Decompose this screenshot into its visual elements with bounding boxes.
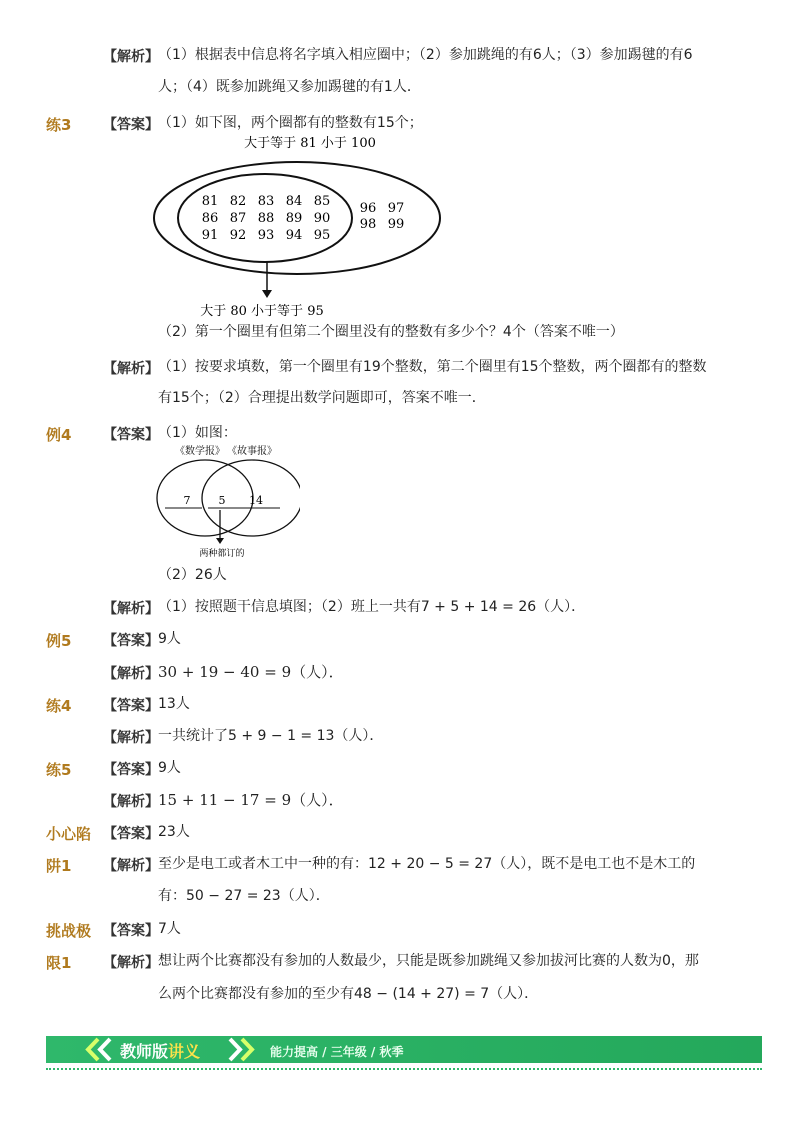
answer-line: （1）如图： xyxy=(158,425,237,441)
double-chevron-left-icon xyxy=(80,1036,120,1063)
inner-number: 86 xyxy=(201,211,219,226)
inner-number: 85 xyxy=(313,194,331,209)
problem-label: 练4 xyxy=(46,697,72,715)
double-chevron-right-icon xyxy=(222,1036,262,1063)
left-set-title: 《数学报》 xyxy=(175,446,225,457)
analysis-tag: 【解析】 xyxy=(103,858,159,874)
left-only-value: 7 xyxy=(183,494,191,507)
answer-tag: 【答案】 xyxy=(103,923,159,939)
venn-diagram-newspapers xyxy=(150,440,300,565)
venn-bottom-label: 大于 80 小于等于 95 xyxy=(200,304,324,319)
right-only-value: 14 xyxy=(249,494,263,507)
answer-tag: 【答案】 xyxy=(103,427,159,443)
problem-label-cont: 阱1 xyxy=(46,857,72,875)
answer-line: 23人 xyxy=(158,824,190,840)
answer-line: 13人 xyxy=(158,696,190,712)
analysis-line: 有15个；（2）合理提出数学问题即可，答案不唯一． xyxy=(158,390,486,406)
footer-title xyxy=(120,1039,200,1062)
analysis-line: （1）按照题干信息填图；（2）班上一共有7 + 5 + 14 = 26（人）． xyxy=(158,599,586,615)
footer-course-info: 能力提高 / 三年级 / 秋季 xyxy=(270,1045,404,1059)
answer-tag: 【答案】 xyxy=(103,826,159,842)
answer-line: 7人 xyxy=(158,921,181,937)
analysis-tag: 【解析】 xyxy=(103,49,159,65)
arrow-head-icon xyxy=(262,290,272,298)
problem-label-cont: 限1 xyxy=(46,954,72,972)
problem-label: 练5 xyxy=(46,761,72,779)
answer-line: 9人 xyxy=(158,760,181,776)
analysis-tag: 【解析】 xyxy=(103,601,159,617)
problem-label: 练3 xyxy=(46,116,72,134)
problem-label: 挑战极 xyxy=(46,922,92,940)
analysis-line: 一共统计了5 + 9 − 1 = 13（人）． xyxy=(158,728,384,744)
inner-number: 88 xyxy=(257,211,275,226)
inner-number: 91 xyxy=(201,228,219,243)
answer-tag: 【答案】 xyxy=(103,633,159,649)
problem-label: 例5 xyxy=(46,632,72,650)
analysis-tag: 【解析】 xyxy=(103,666,159,682)
answer-tag: 【答案】 xyxy=(103,762,159,778)
arrow-head-icon xyxy=(216,538,224,544)
analysis-tag: 【解析】 xyxy=(103,730,159,746)
both-value: 5 xyxy=(218,494,226,507)
footer-title-highlight: 讲义 xyxy=(168,1042,201,1061)
both-label: 两种都订的 xyxy=(199,549,245,559)
answer-line: （2）第一个圈里有但第二个圈里没有的整数有多少个？4个（答案不唯一） xyxy=(158,324,624,340)
inner-number: 82 xyxy=(229,194,247,209)
venn-top-label: 大于等于 81 小于 100 xyxy=(244,136,376,151)
analysis-tag: 【解析】 xyxy=(103,361,159,377)
answer-line: （2）26人 xyxy=(158,567,227,583)
analysis-line: 想让两个比赛都没有参加的人数最少，只能是既参加跳绳又参加拔河比赛的人数为0，那 xyxy=(158,953,699,969)
analysis-line: 人；（4）既参加跳绳又参加踢毽的有1人． xyxy=(158,79,421,95)
inner-number: 92 xyxy=(229,228,247,243)
analysis-line: 么两个比赛都没有参加的至少有48 − (14 + 27) = 7（人）． xyxy=(158,986,539,1002)
analysis-line: 有：50 − 27 = 23（人）． xyxy=(158,888,330,904)
footer-dotted-divider xyxy=(46,1068,762,1070)
problem-label: 例4 xyxy=(46,426,72,444)
answer-tag: 【答案】 xyxy=(103,698,159,714)
venn-diagram-numbers xyxy=(150,130,450,320)
inner-number: 87 xyxy=(229,211,247,226)
inner-number: 89 xyxy=(285,211,303,226)
inner-number: 84 xyxy=(285,194,303,209)
analysis-line: （1）根据表中信息将名字填入相应圈中；（2）参加跳绳的有6人；（3）参加踢毽的有6 xyxy=(158,47,693,63)
inner-number: 93 xyxy=(257,228,275,243)
outer-number: 99 xyxy=(387,217,405,232)
footer-title-main: 教师版 xyxy=(120,1042,169,1061)
analysis-tag: 【解析】 xyxy=(103,794,159,810)
analysis-line: 15 + 11 − 17 = 9（人）． xyxy=(158,791,344,809)
analysis-line: 30 + 19 − 40 = 9（人）． xyxy=(158,663,344,681)
answer-line: （1）如下图，两个圈都有的整数有15个； xyxy=(158,115,423,131)
outer-number: 96 xyxy=(359,201,377,216)
inner-number: 90 xyxy=(313,211,331,226)
inner-number: 95 xyxy=(313,228,331,243)
analysis-line: 至少是电工或者木工中一种的有：12 + 20 − 5 = 27（人），既不是电工也不是木工的 xyxy=(158,856,696,872)
problem-label: 小心陷 xyxy=(46,825,92,843)
answer-line: 9人 xyxy=(158,631,181,647)
right-set-title: 《故事报》 xyxy=(227,446,277,457)
analysis-line: （1）按要求填数，第一个圈里有19个整数，第二个圈里有15个整数，两个圈都有的整数 xyxy=(158,359,707,375)
inner-number: 94 xyxy=(285,228,303,243)
inner-number: 83 xyxy=(257,194,275,209)
outer-number: 97 xyxy=(387,201,405,216)
outer-number: 98 xyxy=(359,217,377,232)
analysis-tag: 【解析】 xyxy=(103,955,159,971)
inner-number: 81 xyxy=(201,194,219,209)
answer-tag: 【答案】 xyxy=(103,117,159,133)
left-circle xyxy=(157,460,253,536)
